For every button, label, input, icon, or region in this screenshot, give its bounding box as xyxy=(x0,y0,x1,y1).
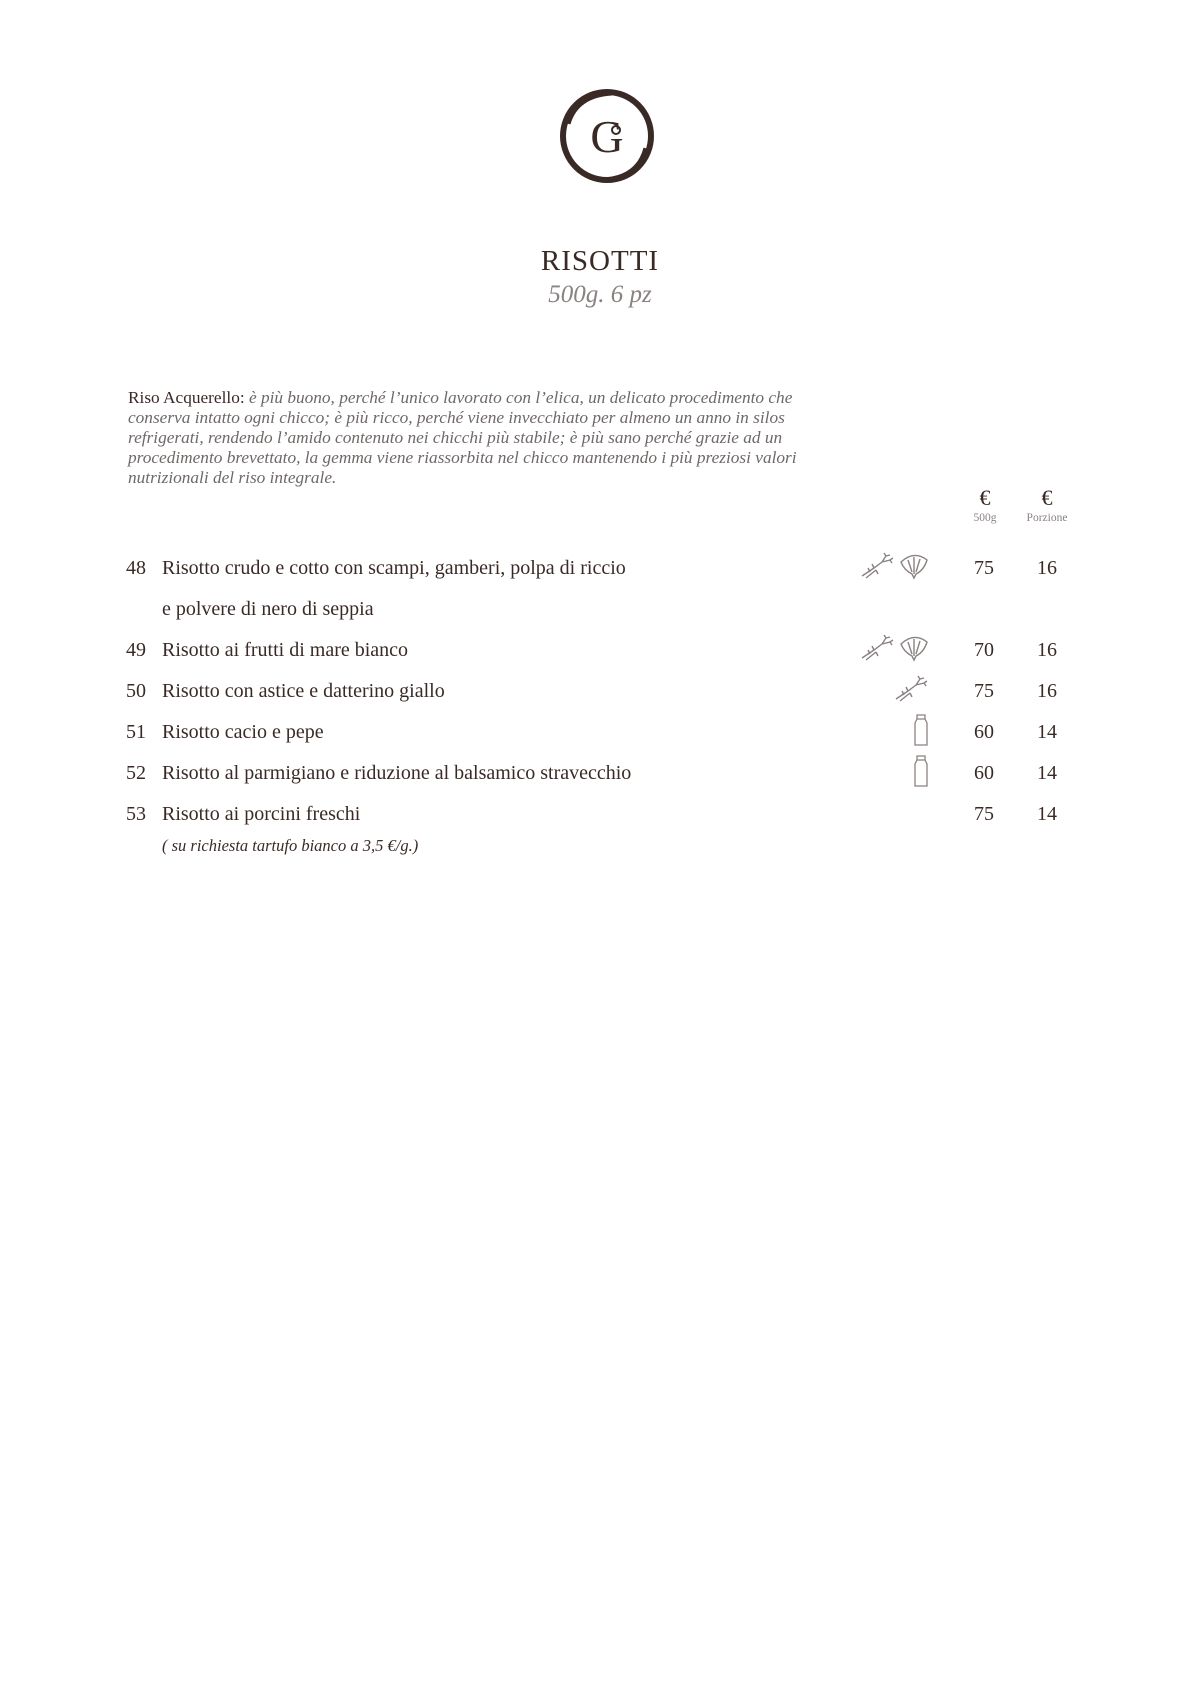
item-name: Risotto ai porcini freschi xyxy=(162,803,361,825)
column-label: 500g xyxy=(973,512,997,524)
item-name: Risotto al parmigiano e riduzione al balsamico stravecchio xyxy=(162,762,632,784)
item-allergens xyxy=(894,674,930,704)
item-number: 49 xyxy=(126,639,146,661)
item-allergens xyxy=(912,715,930,745)
crustacean-icon xyxy=(860,634,896,662)
shellfish-icon xyxy=(898,552,930,580)
item-allergens xyxy=(912,756,930,786)
item-note: ( su richiesta tartufo bianco a 3,5 €/g.) xyxy=(162,836,419,855)
price-500g: 75 xyxy=(974,680,994,702)
item-name: Risotto crudo e cotto con scampi, gamberi, polpa di riccio xyxy=(162,557,626,579)
menu-item xyxy=(0,762,1200,792)
menu-item xyxy=(0,639,1200,669)
logo-icon xyxy=(557,86,657,186)
item-allergens xyxy=(860,633,930,663)
item-number: 50 xyxy=(126,680,146,702)
price-portion: 16 xyxy=(1037,557,1057,579)
item-allergens xyxy=(860,551,930,581)
price-portion: 16 xyxy=(1037,680,1057,702)
price-portion: 14 xyxy=(1037,803,1057,825)
item-name: Risotto con astice e datterino giallo xyxy=(162,680,445,702)
price-portion: 16 xyxy=(1037,639,1057,661)
column-label: Porzione xyxy=(1026,512,1068,524)
column-header-portion xyxy=(1012,486,1082,526)
item-number: 48 xyxy=(126,557,146,579)
menu-item xyxy=(0,721,1200,751)
svg-text:G: G xyxy=(590,111,624,162)
intro-paragraph xyxy=(128,388,848,488)
menu-item xyxy=(0,557,1200,587)
page-subtitle: 500g. 6 pz xyxy=(548,281,652,308)
column-currency: € xyxy=(1041,485,1053,510)
page-title: RISOTTI xyxy=(540,245,660,277)
milk-bottle-icon xyxy=(912,755,930,787)
item-number: 51 xyxy=(126,721,146,743)
intro-lead: Riso Acquerello: xyxy=(128,388,245,407)
column-currency: € xyxy=(979,485,991,510)
shellfish-icon xyxy=(898,634,930,662)
column-header-500g xyxy=(950,486,1020,526)
item-name: Risotto cacio e pepe xyxy=(162,721,324,743)
item-name-continuation: e polvere di nero di seppia xyxy=(162,598,374,620)
price-500g: 75 xyxy=(974,557,994,579)
price-portion: 14 xyxy=(1037,721,1057,743)
menu-item xyxy=(0,680,1200,710)
milk-bottle-icon xyxy=(912,714,930,746)
crustacean-icon xyxy=(860,552,896,580)
item-number: 52 xyxy=(126,762,146,784)
menu-item xyxy=(0,803,1200,833)
price-500g: 60 xyxy=(974,762,994,784)
item-number: 53 xyxy=(126,803,146,825)
price-portion: 14 xyxy=(1037,762,1057,784)
item-name: Risotto ai frutti di mare bianco xyxy=(162,639,409,661)
crustacean-icon xyxy=(894,675,930,703)
price-500g: 75 xyxy=(974,803,994,825)
price-500g: 60 xyxy=(974,721,994,743)
intro-text: è più buono, perché l’unico lavorato con l’elica, un delicato procedimento che conserva intatto ogni chicco; è più ricco, perché viene invecchiato per almeno un anno in silos refrigerati, rendendo l’amido contenuto nei chicchi più stabile; è più sano perché grazie ad un procedimento brevettato, la gemma viene riassorbita nel chicco mantenendo i più preziosi valori nutrizionali del riso integrale. xyxy=(128,388,797,487)
price-500g: 70 xyxy=(974,639,994,661)
